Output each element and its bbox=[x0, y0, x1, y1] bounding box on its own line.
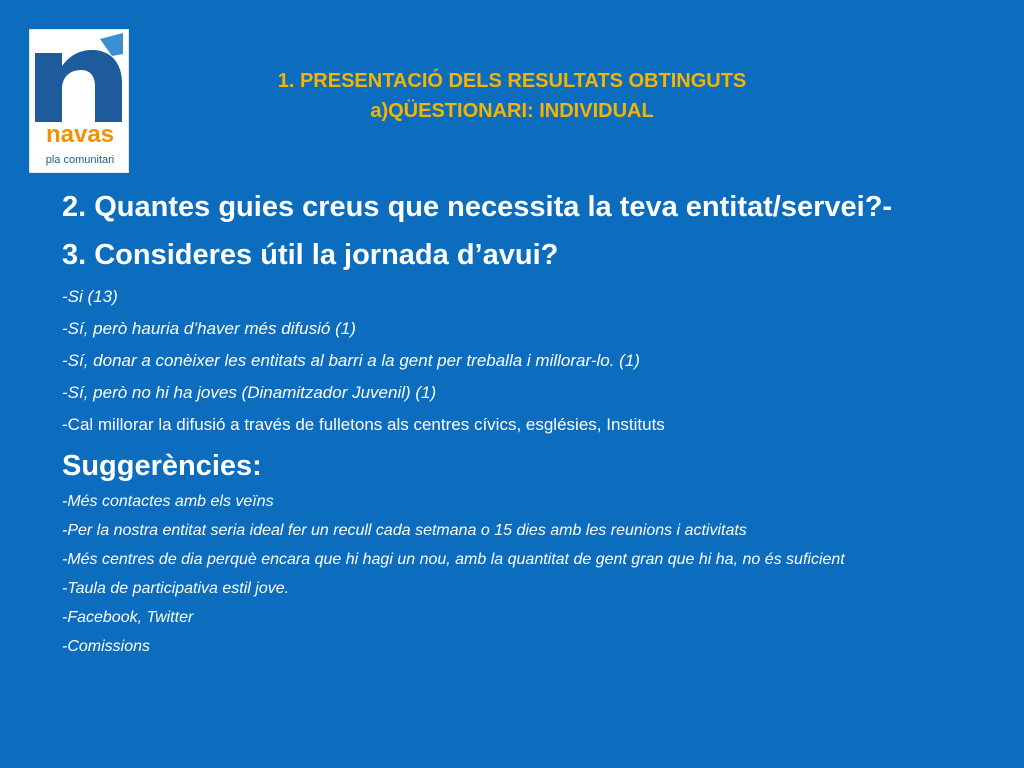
question-2: 2. Quantes guies creus que necessita la teva entitat/servei?- bbox=[62, 191, 893, 223]
suggestion-item: -Més contactes amb els veïns bbox=[62, 493, 274, 510]
answer-list bbox=[62, 281, 665, 441]
navas-logo bbox=[29, 29, 129, 173]
logo-tagline: pla comunitari bbox=[45, 154, 115, 166]
suggestion-item: -Taula de participativa estil jove. bbox=[62, 580, 290, 597]
question-3: 3. Consideres útil la jornada d’avui? bbox=[62, 239, 559, 271]
answer-item: -Sí, però hauria d’haver més difusió (1) bbox=[62, 319, 356, 338]
suggestions-heading: Suggerències: bbox=[62, 450, 262, 482]
answer-item: -Sí, però no hi ha joves (Dinamitzador Juvenil) (1) bbox=[62, 383, 437, 402]
answer-item: -Sí, donar a conèixer les entitats al barri a la gent per treballa i millorar-lo. (1) bbox=[62, 351, 640, 370]
suggestion-item: -Comissions bbox=[62, 638, 151, 655]
suggestion-item: -Per la nostra entitat seria ideal fer un recull cada setmana o 15 dies amb les reunions i activitats bbox=[62, 522, 747, 539]
answer-item: -Cal millorar la difusió a través de fulletons als centres cívics, esglésies, Instituts bbox=[62, 415, 665, 434]
suggestion-item: -Facebook, Twitter bbox=[62, 609, 194, 626]
suggestion-list bbox=[62, 487, 845, 661]
title-line-1: 1. PRESENTACIÓ DELS RESULTATS OBTINGUTS bbox=[277, 70, 747, 92]
slide-title bbox=[150, 66, 874, 126]
answer-item: -Si (13) bbox=[62, 287, 118, 306]
title-line-2: a)QÜESTIONARI: INDIVIDUAL bbox=[370, 100, 654, 122]
suggestion-item: -Més centres de dia perquè encara que hi hagi un nou, amb la quantitat de gent gran que hi ha, no és suficient bbox=[62, 551, 845, 568]
logo-word: navas bbox=[45, 121, 115, 148]
navas-logo-mark bbox=[33, 33, 127, 125]
